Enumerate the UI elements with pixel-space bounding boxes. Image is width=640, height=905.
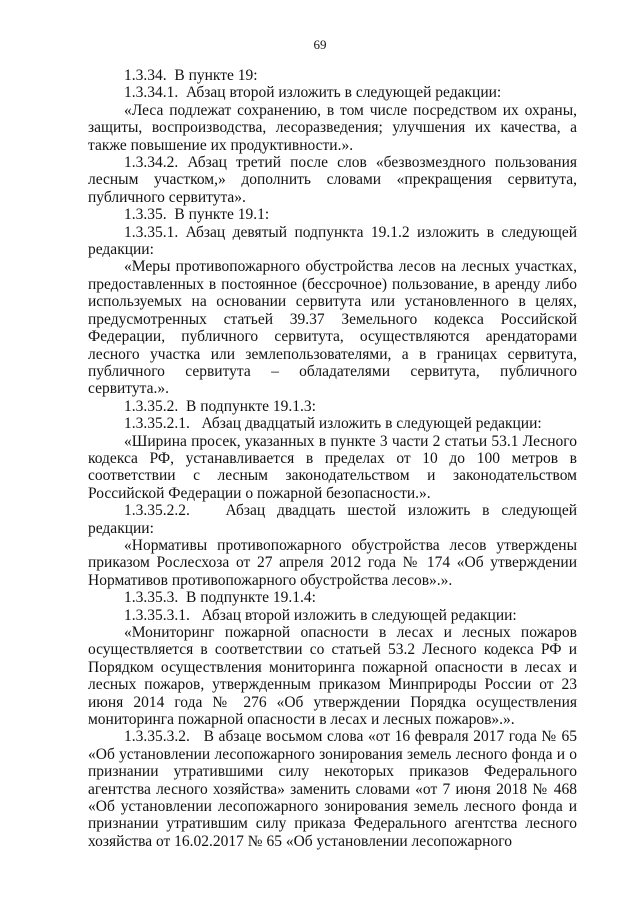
paragraph-1-3-34-2: 1.3.34.2. Абзац третий после слов «безвозмездного пользования лесным участком,» дополнить словами «прекращения сервитута, публичного сервитута». xyxy=(88,154,577,206)
paragraph-1-3-35-3: 1.3.35.3. В подпункте 19.1.4: xyxy=(124,589,316,607)
paragraph-1-3-34-1: 1.3.34.1. Абзац второй изложить в следующей редакции: xyxy=(124,84,502,102)
paragraph-1-3-34: 1.3.34. В пункте 19: xyxy=(124,67,258,84)
quote-clearing-width: «Ширина просек, указанных в пункте 3 части 2 статьи 53.1 Лесного кодекса РФ, устанавливается в пределах от 10 до 100 метров в соответствии с лесным законодательством и законодательством Российской Федерации о пожарной безопасности.». xyxy=(88,432,577,502)
paragraph-1-3-35-3-1: 1.3.35.3.1. Абзац второй изложить в следующей редакции: xyxy=(124,606,517,624)
quote-fire-prevention-norms: «Нормативы противопожарного обустройства лесов утверждены приказом Рослесхоза от 27 апреля 2012 года № 174 «Об утверждении Нормативов противопожарного обустройства лесов».». xyxy=(88,536,577,589)
paragraph-1-3-35-2-2: 1.3.35.2.2. Абзац двадцать шестой изложить в следующей редакции: xyxy=(88,502,577,537)
document-body xyxy=(88,67,577,850)
paragraph-1-3-35-2: 1.3.35.2. В подпункте 19.1.3: xyxy=(124,397,316,415)
quote-forests-preservation: «Леса подлежат сохранению, в том числе посредством их охраны, защиты, воспроизводства, лесоразведения; улучшения их качества, а также повышение их продуктивности.». xyxy=(88,101,577,154)
page-number: 69 xyxy=(313,37,327,52)
quote-fire-monitoring: «Мониторинг пожарной опасности в лесах и лесных пожаров осуществляется в соответствии со статьей 53.2 Лесного кодекса РФ и Порядком осуществления мониторинга пожарной опасности в лесах и лесных пожаров, утвержденным приказом Минприроды России от 23 июня 2014 года № 276 «Об утверждении Порядка осуществления мониторинга пожарной опасности в лесах и лесных пожаров».». xyxy=(88,624,577,729)
paragraph-1-3-35: 1.3.35. В пункте 19.1: xyxy=(124,206,270,224)
paragraph-1-3-35-3-2: 1.3.35.3.2. В абзаце восьмом слова «от 16 февраля 2017 года № 65 «Об установлении лесопожарного зонирования земель лесного фонда и о признании утратившими силу некоторых приказов Федерального агентства лесного хозяйства» заменить словами «от 7 июня 2018 № 468 «Об установлении лесопожарного зонирования земель лесного фонда и признании утратившим силу приказа Федерального агентства лесного хозяйства от 16.02.2017 № 65 «Об установлении лесопожарного xyxy=(88,728,577,850)
paragraph-1-3-35-2-1: 1.3.35.2.1. Абзац двадцатый изложить в следующей редакции: xyxy=(124,415,542,433)
quote-fire-prevention-measures: «Меры противопожарного обустройства лесов на лесных участках, предоставленных в постоянное (бессрочное) пользование, в аренду либо используемых на основании сервитута или установленного в целях, предусмотренных статьей 39.37 Земельного кодекса Российской Федерации, публичного сервитута, осуществляются арендаторами лесного участка или землепользователями, а в границах сервитута, публичного сервитута – обладателями сервитута, публичного сервитута.». xyxy=(88,258,577,398)
paragraph-1-3-35-1: 1.3.35.1. Абзац девятый подпункта 19.1.2 изложить в следующей редакции: xyxy=(88,223,577,259)
